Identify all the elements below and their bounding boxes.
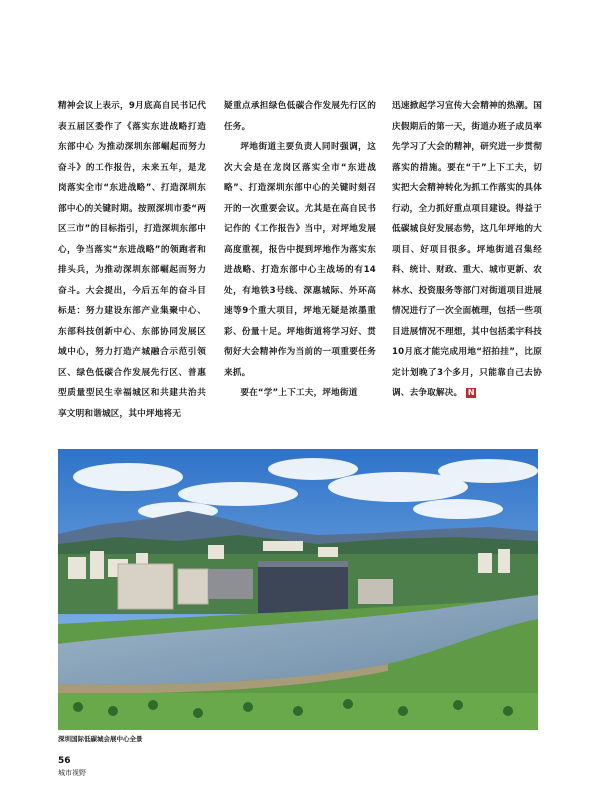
article-column-2 [224,96,376,404]
paragraph-text: 迅速掀起学习宣传大会精神的热潮。国庆假期后的第一天，街道办班子成员率先学习了大会的精神，研究进一步贯彻落实的措施。要在“干”上下工夫，切实把大会精神转化为抓工作落实的具体行动，全力抓好重点项目建设。得益于低碳城良好发展态势，这几年坪地的大项目、好项目很多。坪地街道召集经科、统计、财政、重大、城市更新、农林水、投资服务等部门对街道项目进展情况进行了一次全面梳理，包括一些项目进展情况不理想，其中包括柔宇科技10月底才能完成用地“招拍挂”，比原定计划晚了3个多月，只能靠自己去协调、去争取解决。 [392,101,542,398]
photo-lowcarbon-city-panorama [58,449,538,730]
paragraph: 精神会议上表示，9月底高自民书记代表五届区委作了《落实东进战略打造东部中心 为推动深圳东部崛起而努力奋斗》的工作报告，未来五年，是龙岗落实全市“东进战略”、打造深圳东部中心的关键时期。按照深圳市委“两区三市”的目标指引，打造深圳东部中心，争当落实“东进战略”的领跑者和排头兵，为推动深圳东部崛起而努力奋斗。大会提出，今后五年的奋斗目标是：努力建设东部产业集聚中心、东部科技创新中心、东部协同发展区域中心，努力打造产城融合示范引领区、绿色低碳合作发展先行区、普惠型质量型民生幸福城区和共建共治共享文明和谐城区，其中坪地将无 [58,101,206,419]
photo-caption: 深圳国际低碳城会展中心全景 [58,735,143,743]
magazine-name: 城市视野 [58,769,86,777]
paragraph: 坪地街道主要负责人同时强调，这次大会是在龙岗区落实全市“东进战略”、打造深圳东部中心的关键时刻召开的一次重要会议。尤其是在高自民书记作的《工作报告》当中，对坪地发展高度重视，报告中提到坪地作为落实东进战略、打造东部中心主战场的有14处，有地铁3号线、深惠城际、外环高速等9个重大项目，坪地无疑是浓墨重彩、份量十足。坪地街道将学习好、贯彻好大会精神作为当前的一项重要任务来抓。 [224,142,376,378]
paragraph: 要在“学”上下工夫，坪地街道 [240,388,358,398]
article-column-1 [58,96,206,424]
page-number: 56 [58,756,71,766]
end-mark-icon: N [467,387,475,397]
paragraph: 疑重点承担绿色低碳合作发展先行区的任务。 [224,101,376,132]
paragraph [392,96,542,404]
article-column-3 [392,96,542,404]
